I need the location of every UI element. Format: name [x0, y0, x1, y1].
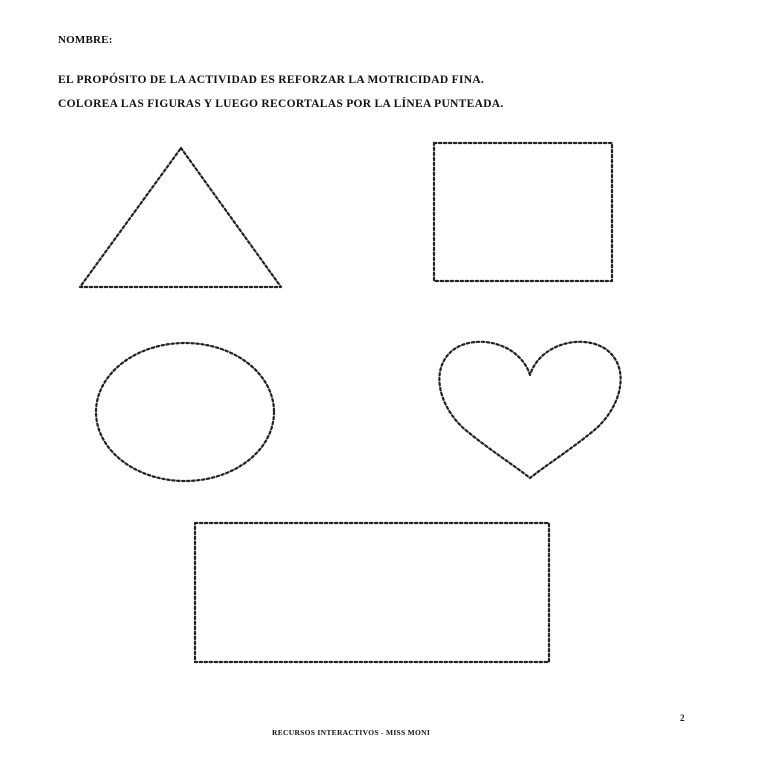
heart-shape [439, 342, 620, 478]
footer-credit: RECURSOS INTERACTIVOS - MISS MONI [272, 728, 431, 737]
rectangle-shape [195, 523, 549, 662]
instruction-line-2: COLOREA LAS FIGURAS Y LUEGO RECORTALAS POR LA LÍNEA PUNTEADA. [58, 98, 504, 110]
instruction-line-1: EL PROPÓSITO DE LA ACTIVIDAD ES REFORZAR LA MOTRICIDAD FINA. [58, 74, 485, 86]
oval-shape [96, 343, 274, 481]
square-shape [434, 143, 612, 281]
name-label: NOMBRE: [58, 34, 113, 46]
page-number: 2 [680, 713, 685, 723]
triangle-shape [80, 148, 281, 287]
